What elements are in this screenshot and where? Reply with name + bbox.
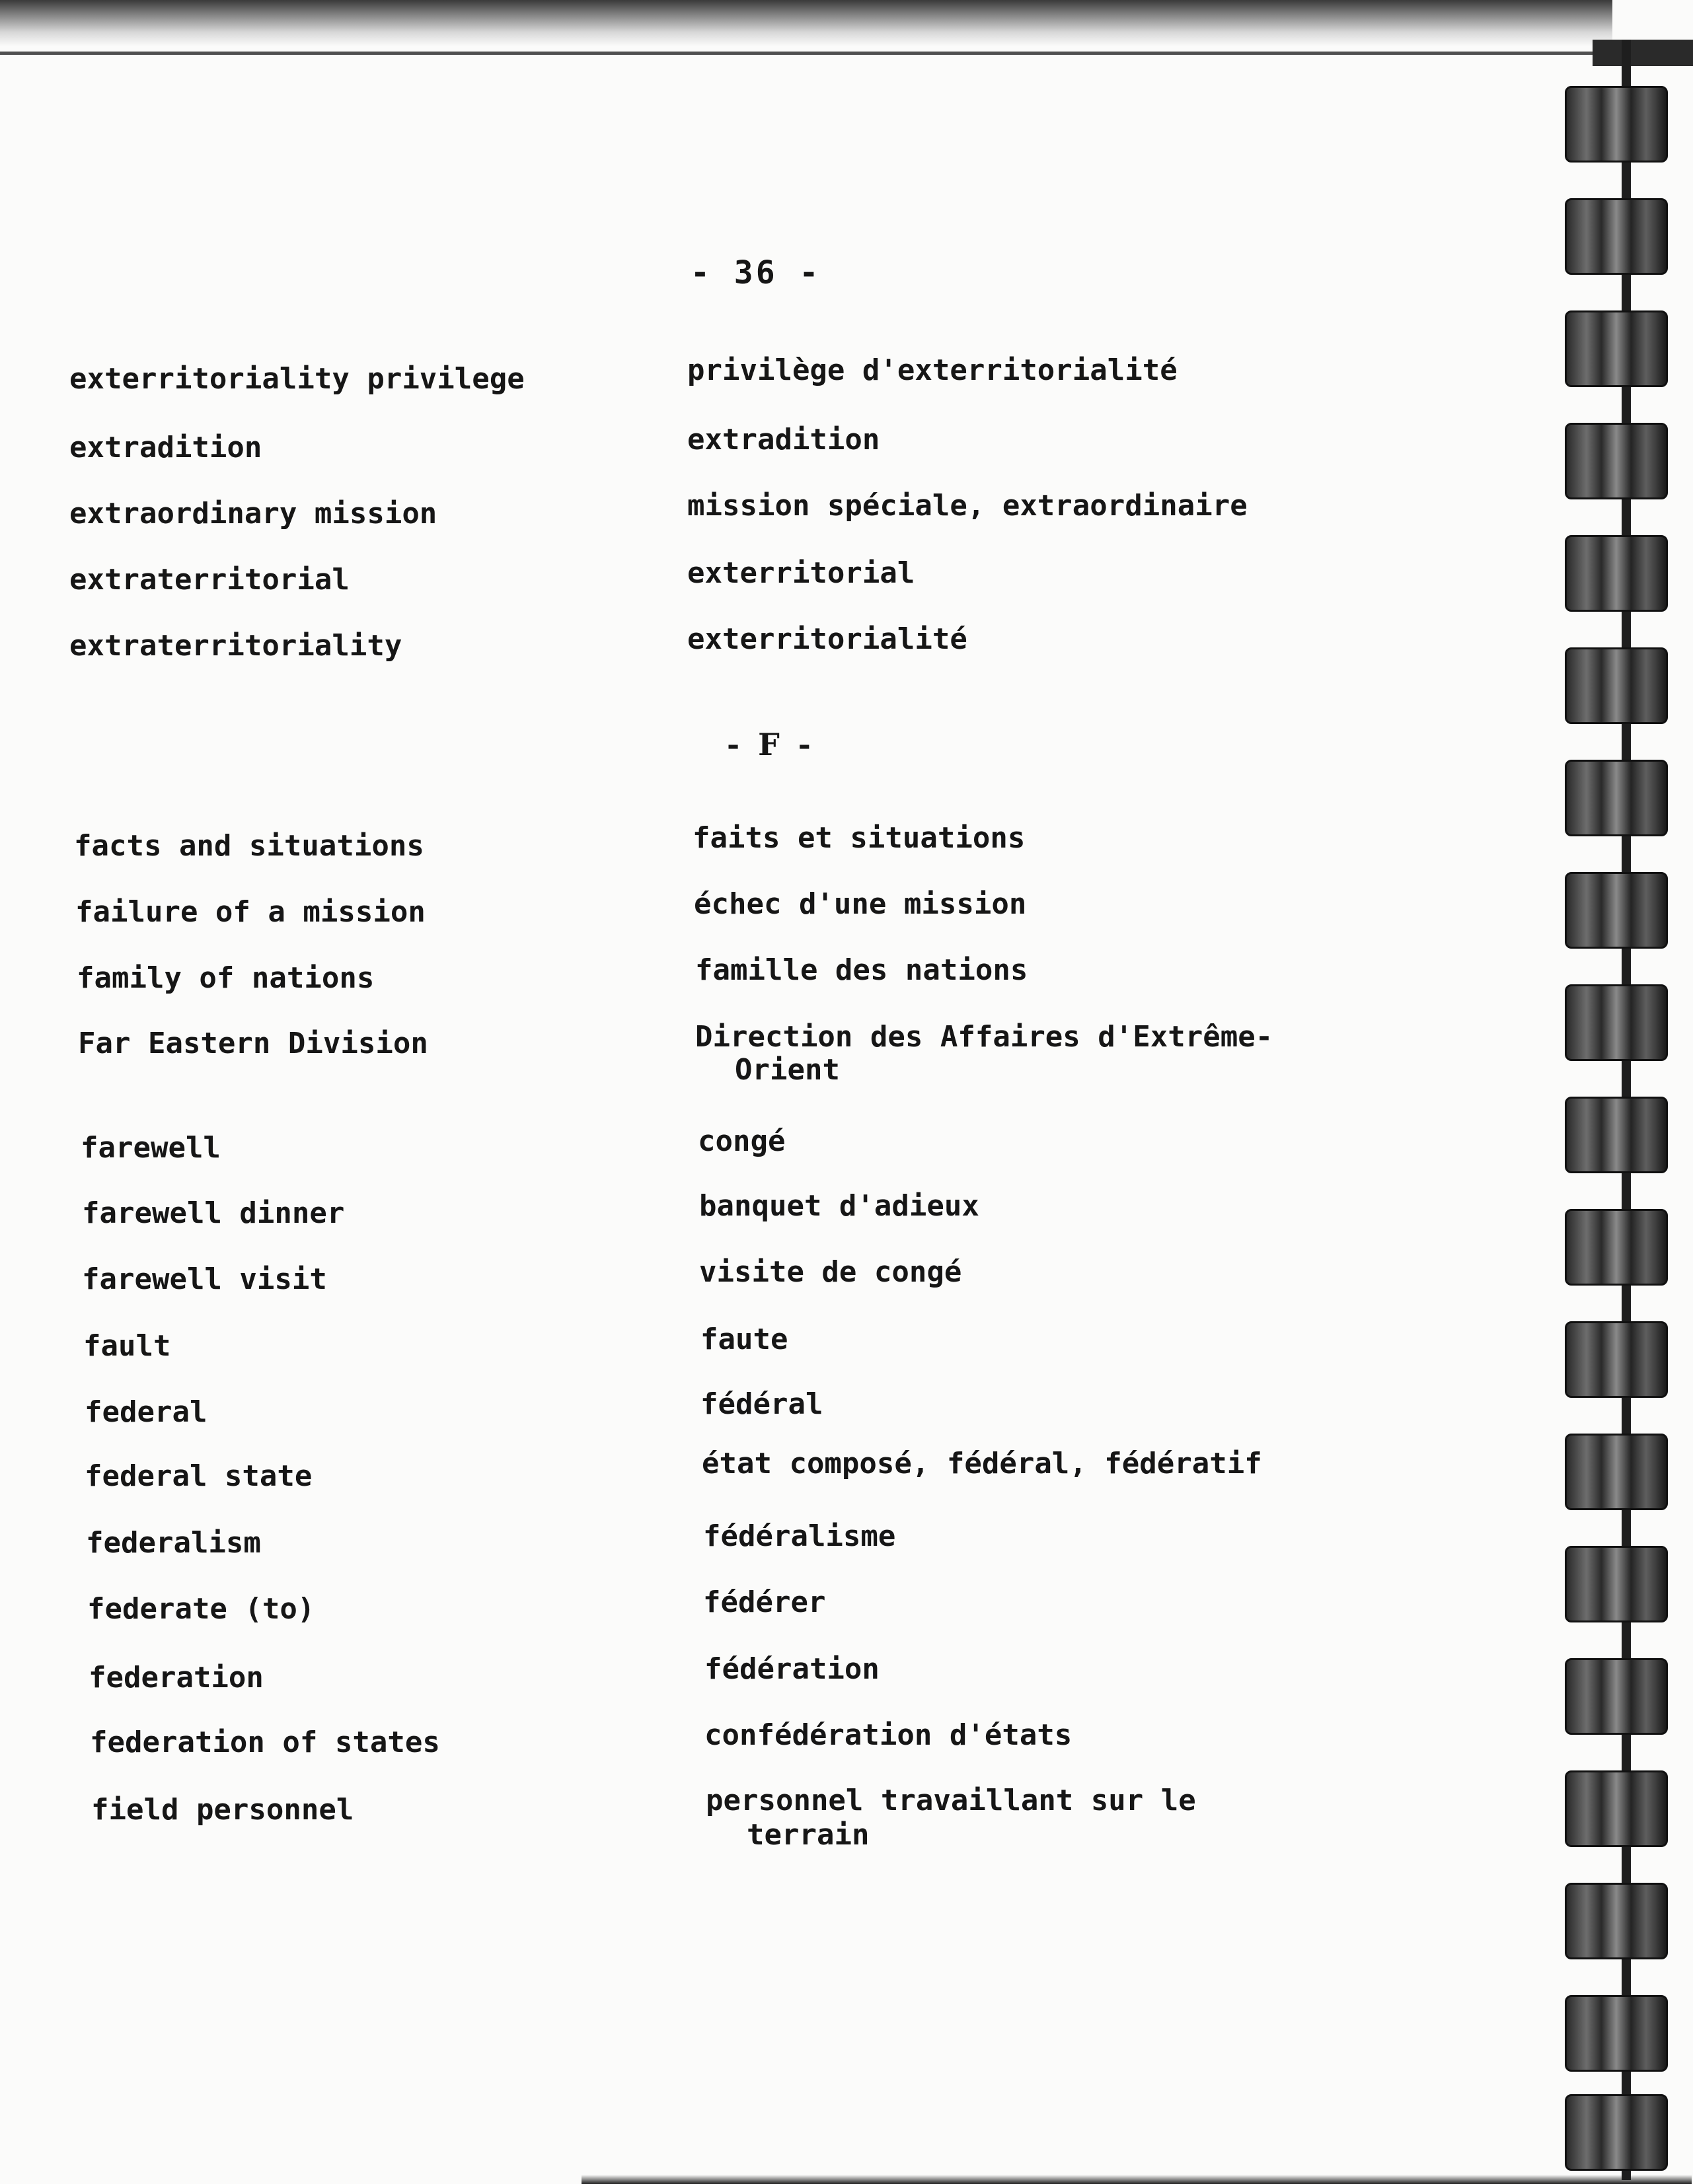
binding-ring — [1565, 198, 1668, 275]
binding-top-cap — [1593, 40, 1693, 66]
term-fr: faute — [700, 1323, 788, 1356]
term-en: family of nations — [77, 961, 375, 995]
term-en: Far Eastern Division — [78, 1027, 428, 1060]
term-fr: exterritorialité — [687, 622, 967, 656]
term-en: federal — [85, 1395, 207, 1429]
term-fr-continued: Orient — [735, 1053, 840, 1087]
binding-ring — [1565, 1658, 1668, 1735]
term-fr: échec d'une mission — [694, 887, 1027, 921]
binding-ring — [1565, 984, 1668, 1061]
page-bottom-edge — [582, 2175, 1692, 2184]
binding-ring — [1565, 1883, 1668, 1959]
term-fr: congé — [698, 1124, 786, 1158]
term-fr: visite de congé — [699, 1255, 962, 1289]
binding-ring — [1565, 1770, 1668, 1847]
term-en: extraterritorial — [69, 563, 350, 597]
term-en: extraordinary mission — [69, 497, 437, 530]
page-top-rule — [0, 52, 1612, 55]
term-fr-continued: terrain — [747, 1818, 870, 1852]
binding-ring — [1565, 86, 1668, 163]
term-fr: personnel travaillant sur le — [706, 1784, 1196, 1817]
term-fr: mission spéciale, extraordinaire — [687, 489, 1248, 523]
term-en: farewell — [81, 1131, 221, 1165]
binding-ring — [1565, 1995, 1668, 2072]
spiral-binding — [1553, 40, 1693, 2180]
term-en: facts and situations — [74, 829, 424, 863]
term-en: federalism — [86, 1526, 261, 1560]
binding-ring — [1565, 310, 1668, 387]
term-fr: extradition — [687, 423, 880, 456]
section-heading: - F - — [727, 727, 815, 762]
binding-ring — [1565, 1321, 1668, 1398]
term-fr: fédération — [704, 1652, 880, 1686]
term-fr: faits et situations — [693, 821, 1026, 855]
term-fr: fédérer — [703, 1585, 826, 1619]
term-en: exterritoriality privilege — [69, 362, 525, 396]
term-fr: Direction des Affaires d'Extrême- — [695, 1020, 1273, 1054]
term-fr: banquet d'adieux — [699, 1189, 979, 1223]
binding-ring — [1565, 1434, 1668, 1510]
term-fr: fédéralisme — [703, 1519, 896, 1553]
binding-ring — [1565, 760, 1668, 836]
term-fr: privilège d'exterritorialité — [687, 353, 1178, 387]
term-en: farewell visit — [82, 1262, 327, 1296]
term-en: extradition — [69, 431, 262, 464]
term-en: extraterritoriality — [69, 629, 402, 663]
term-en: federal state — [85, 1459, 313, 1493]
term-en: federate (to) — [87, 1592, 315, 1626]
term-fr: exterritorial — [687, 556, 915, 590]
binding-ring — [1565, 535, 1668, 612]
binding-ring — [1565, 423, 1668, 499]
term-fr: fédéral — [700, 1387, 823, 1421]
binding-ring — [1565, 1097, 1668, 1173]
binding-ring — [1565, 2094, 1668, 2171]
term-en: fault — [83, 1329, 171, 1363]
page-number: - 36 - — [691, 254, 821, 291]
binding-ring — [1565, 647, 1668, 724]
binding-ring — [1565, 872, 1668, 949]
binding-ring — [1565, 1546, 1668, 1622]
term-fr: confédération d'états — [704, 1718, 1072, 1752]
term-en: farewell dinner — [82, 1196, 345, 1230]
term-fr: famille des nations — [695, 953, 1028, 987]
term-en: federation of states — [90, 1726, 440, 1759]
term-en: failure of a mission — [75, 895, 426, 929]
term-fr: état composé, fédéral, fédératif — [702, 1447, 1262, 1480]
term-en: field personnel — [91, 1793, 354, 1827]
page-top-edge — [0, 0, 1612, 46]
binding-ring — [1565, 1209, 1668, 1286]
term-en: federation — [89, 1661, 264, 1694]
